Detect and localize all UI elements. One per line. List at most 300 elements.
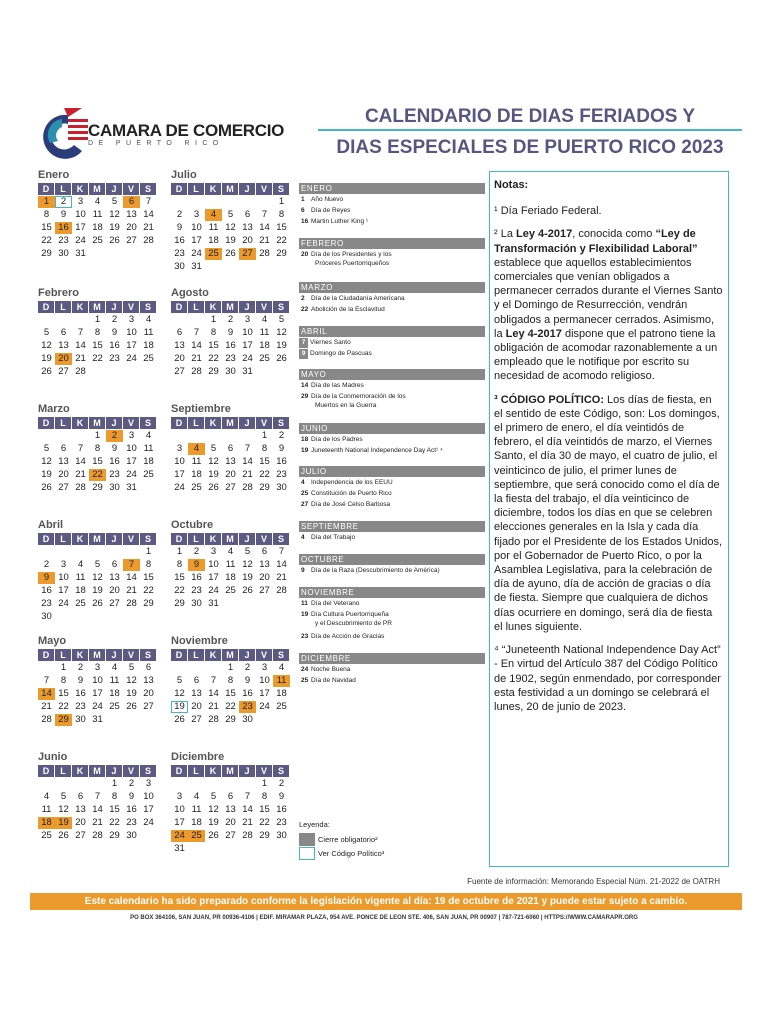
day-cell: 20: [191, 701, 202, 712]
empty-cell: [38, 430, 55, 442]
holiday-item: [299, 380, 485, 391]
holiday-item: [299, 348, 485, 359]
day-cell: 5: [43, 443, 50, 454]
day-cell: 21: [75, 353, 86, 364]
day-cell: 28: [41, 714, 52, 725]
holiday-name: Año Nuevo: [311, 196, 344, 203]
address-line: PO BOX 364106, SAN JUAN, PR 00936-4106 | EDIF. MIRAMAR PLAZA, 954 AVE. PONCE DE LEON STE. 406, SAN JUAN, PR 00907 | 787-721-6060 | HTTPS://WWW.CAMARAPR.ORG: [130, 915, 638, 921]
day-cell: 31: [92, 714, 103, 725]
day-cell: 7: [77, 443, 84, 454]
day-cell: 20: [55, 353, 72, 365]
empty-cell: [38, 546, 55, 558]
day-cell: 2: [278, 430, 285, 441]
day-cell: 4: [94, 196, 101, 207]
day-cell: 3: [261, 662, 268, 673]
month-days: [171, 765, 290, 855]
day-cell: 12: [92, 572, 103, 583]
month-name: Noviembre: [171, 635, 228, 647]
day-cell: 29: [259, 830, 270, 841]
empty-cell: [239, 196, 256, 208]
empty-cell: [239, 778, 256, 790]
day-cell: 13: [242, 222, 253, 233]
day-cell: 29: [41, 248, 52, 259]
day-cell: 18: [191, 469, 202, 480]
holiday-month-header: NOVIEMBRE: [299, 587, 485, 598]
month-noviembre: [171, 635, 289, 726]
month-days: [38, 533, 157, 623]
day-cell: 14: [143, 209, 154, 220]
weekday-header: S: [273, 183, 290, 195]
holiday-day: 9: [299, 349, 308, 359]
holiday-day: 4: [301, 534, 305, 541]
day-cell: 18: [259, 340, 270, 351]
weekday-header: V: [123, 417, 140, 429]
day-cell: 30: [191, 598, 202, 609]
day-cell: 12: [242, 559, 253, 570]
day-cell: 1: [94, 314, 101, 325]
page-title-line2: DIAS ESPECIALES DE PUERTO RICO 2023: [336, 137, 724, 158]
day-cell: 2: [176, 209, 183, 220]
day-cell: 8: [94, 327, 101, 338]
month-septiembre: [171, 403, 289, 494]
day-cell: 26: [109, 235, 120, 246]
day-cell: 4: [145, 314, 152, 325]
day-cell: 1: [145, 546, 152, 557]
day-cell: 10: [174, 456, 185, 467]
holiday-name: Día de los Presidentes y los: [311, 251, 392, 258]
day-cell: 22: [208, 353, 219, 364]
day-cell: 21: [143, 222, 154, 233]
day-cell: 10: [242, 327, 253, 338]
day-cell: 24: [75, 235, 86, 246]
day-cell: 15: [259, 456, 270, 467]
month-mayo: [38, 635, 156, 726]
day-cell: 28: [143, 235, 154, 246]
holiday-item: [299, 445, 485, 456]
day-cell: 23: [174, 248, 185, 259]
day-cell: 24: [143, 817, 154, 828]
weekday-header: J: [239, 301, 256, 313]
day-cell: 28: [126, 598, 137, 609]
day-cell: 5: [278, 314, 285, 325]
day-cell: 6: [145, 662, 152, 673]
month-name: Mayo: [38, 635, 67, 647]
day-cell: 14: [208, 688, 219, 699]
day-cell: 16: [191, 572, 202, 583]
day-cell: 5: [94, 559, 101, 570]
day-cell: 23: [276, 469, 287, 480]
day-cell: 15: [259, 804, 270, 815]
day-cell: 13: [58, 340, 69, 351]
logo-subtext: DE PUERTO RICO: [88, 140, 224, 147]
day-cell: 18: [143, 456, 154, 467]
month-enero: [38, 169, 156, 260]
weekday-header: D: [171, 301, 188, 313]
day-cell: 23: [109, 353, 120, 364]
month-days: [38, 649, 157, 726]
day-cell: 3: [210, 546, 217, 557]
day-cell: 1: [261, 430, 268, 441]
day-cell: 19: [276, 340, 287, 351]
day-cell: 20: [109, 585, 120, 596]
day-cell: 11: [259, 327, 270, 338]
day-cell: 24: [126, 469, 137, 480]
weekday-header: L: [55, 533, 72, 545]
day-cell: 21: [259, 235, 270, 246]
empty-cell: [222, 430, 239, 442]
day-cell: 27: [75, 830, 86, 841]
day-cell: 7: [210, 675, 217, 686]
empty-cell: [123, 546, 140, 558]
weekday-header: L: [188, 649, 205, 661]
day-cell: 27: [259, 585, 270, 596]
day-cell: 27: [58, 366, 69, 377]
day-cell: 7: [123, 559, 140, 571]
month-name: Septiembre: [171, 403, 231, 415]
day-cell: 5: [128, 662, 135, 673]
day-cell: 21: [41, 701, 52, 712]
weekday-header: J: [239, 417, 256, 429]
month-junio: [38, 751, 156, 842]
day-cell: 11: [191, 456, 202, 467]
day-cell: 12: [208, 456, 219, 467]
empty-cell: [205, 430, 222, 442]
day-cell: 30: [225, 366, 236, 377]
legend-codigo-label: Ver Código Político³: [318, 848, 385, 858]
day-cell: 19: [208, 469, 219, 480]
day-cell: 20: [126, 222, 137, 233]
day-cell: 6: [176, 327, 183, 338]
day-cell: 1: [38, 196, 55, 208]
day-cell: 23: [225, 353, 236, 364]
holiday-day: 27: [301, 501, 309, 508]
day-cell: 4: [205, 209, 222, 221]
day-cell: 18: [208, 235, 219, 246]
day-cell: 8: [145, 559, 152, 570]
month-days: [38, 765, 157, 842]
day-cell: 3: [60, 559, 67, 570]
holiday-day: 22: [301, 306, 309, 313]
weekday-header: L: [55, 417, 72, 429]
day-cell: 1: [60, 662, 67, 673]
day-cell: 15: [225, 688, 236, 699]
day-cell: 24: [126, 353, 137, 364]
day-cell: 26: [242, 585, 253, 596]
holiday-day: 29: [301, 393, 309, 400]
day-cell: 26: [41, 482, 52, 493]
day-cell: 7: [261, 209, 268, 220]
day-cell: 4: [278, 662, 285, 673]
weekday-header: K: [72, 301, 89, 313]
weekday-header: K: [72, 765, 89, 777]
month-days: [38, 183, 157, 260]
month-name: Octubre: [171, 519, 214, 531]
day-cell: 11: [92, 209, 103, 220]
day-cell: 24: [174, 482, 185, 493]
day-cell: 1: [111, 778, 118, 789]
weekday-header: K: [205, 183, 222, 195]
holiday-name: Abolición de la Esclavitud: [311, 306, 385, 313]
day-cell: 30: [75, 714, 86, 725]
weekday-header: J: [106, 417, 123, 429]
day-cell: 26: [126, 701, 137, 712]
day-cell: 14: [75, 340, 86, 351]
month-name: Marzo: [38, 403, 70, 415]
day-cell: 20: [242, 235, 253, 246]
day-cell: 28: [191, 366, 202, 377]
day-cell: 3: [244, 314, 251, 325]
weekday-header: V: [256, 417, 273, 429]
empty-cell: [256, 196, 273, 208]
page-title-line1: CALENDARIO DE DIAS FERIADOS Y: [364, 106, 696, 127]
day-cell: 27: [191, 714, 202, 725]
day-cell: 14: [242, 804, 253, 815]
holiday-month-header: MARZO: [299, 282, 485, 293]
day-cell: 26: [58, 830, 69, 841]
day-cell: 25: [41, 830, 52, 841]
day-cell: 17: [242, 340, 253, 351]
holiday-section: [299, 521, 485, 543]
holiday-name: Día de la Conmemoración de los: [311, 393, 406, 400]
note-3: ³ CÓDIGO POLÍTICO: Los días de fiesta, en el sentido de este Código, son: Los domingos, el primero de enero, el día veintidós de febrero, el día veintidós de marzo, el Viernes Santo, el día 30 de mayo, el cuatro de julio, el veinticinco de julio, el primer lunes de septiembre, que será conocido como el día de la fiesta del trabajo, el día veinticinco de diciembre, todos los días en que se celebren elecciones generales en la Isla y cada día fijado por el Presidente de los Estados Unidos, por el Gobernador de Puerto Rico, o por la Asamblea Legislativa, para la celebración de día de ayuno, día de acción de gracias o día de fiesta. Siempre que cualquiera de dichos días ocurriere en domingo, será día de fiesta el lunes siguiente.: [494, 393, 723, 633]
holiday-month-header: MAYO: [299, 369, 485, 380]
source-note: Fuente de información: Memorando Especial Núm. 21-2022 de OATRH: [467, 877, 720, 886]
holiday-item: [299, 499, 485, 510]
empty-cell: [188, 778, 205, 790]
day-cell: 22: [58, 701, 69, 712]
holiday-name-cont: Próceres Puertorriqueños: [315, 260, 390, 267]
weekday-header: L: [55, 649, 72, 661]
holiday-name: Día de los Padres: [311, 436, 363, 443]
day-cell: 27: [239, 248, 256, 260]
day-cell: 6: [227, 443, 234, 454]
holiday-month-header: FEBRERO: [299, 238, 485, 249]
day-cell: 25: [276, 701, 287, 712]
month-name: Enero: [38, 169, 70, 181]
weekday-header: D: [38, 417, 55, 429]
day-cell: 30: [276, 482, 287, 493]
day-cell: 31: [208, 598, 219, 609]
day-cell: 23: [276, 817, 287, 828]
day-cell: 17: [174, 817, 185, 828]
weekday-header: L: [188, 417, 205, 429]
holiday-name: Viernes Santo: [310, 339, 351, 346]
day-cell: 22: [174, 585, 185, 596]
holiday-day: 19: [301, 611, 309, 618]
day-cell: 17: [58, 585, 69, 596]
day-cell: 7: [244, 791, 251, 802]
day-cell: 3: [128, 430, 135, 441]
day-cell: 29: [143, 598, 154, 609]
holiday-name: Constitución de Puerto Rico: [311, 490, 392, 497]
holiday-section: [299, 238, 485, 271]
weekday-header: L: [188, 301, 205, 313]
weekday-header: S: [273, 765, 290, 777]
weekday-header: S: [273, 417, 290, 429]
weekday-header: M: [89, 765, 106, 777]
day-cell: 9: [111, 327, 118, 338]
day-cell: 9: [77, 675, 84, 686]
day-cell: 13: [174, 340, 185, 351]
day-cell: 28: [276, 585, 287, 596]
day-cell: 22: [225, 701, 236, 712]
day-cell: 21: [75, 469, 86, 480]
holiday-day: 20: [301, 251, 309, 258]
day-cell: 11: [225, 559, 236, 570]
month-julio: [171, 169, 289, 273]
weekday-header: M: [222, 533, 239, 545]
weekday-header: M: [89, 183, 106, 195]
holiday-item: [299, 194, 485, 205]
weekday-header: S: [273, 533, 290, 545]
holiday-month-header: JULIO: [299, 466, 485, 477]
weekday-header: V: [256, 183, 273, 195]
day-cell: 1: [94, 430, 101, 441]
weekday-header: D: [171, 765, 188, 777]
empty-cell: [171, 430, 188, 442]
holiday-day: 23: [301, 633, 309, 640]
month-name: Diciembre: [171, 751, 225, 763]
day-cell: 29: [225, 714, 236, 725]
day-cell: 13: [58, 456, 69, 467]
month-agosto: [171, 287, 289, 378]
day-cell: 15: [92, 456, 103, 467]
day-cell: 17: [191, 235, 202, 246]
day-cell: 3: [77, 196, 84, 207]
day-cell: 4: [193, 791, 200, 802]
day-cell: 7: [77, 327, 84, 338]
month-days: [171, 301, 290, 378]
weekday-header: L: [55, 183, 72, 195]
weekday-header: D: [38, 533, 55, 545]
empty-cell: [222, 778, 239, 790]
day-cell: 29: [109, 830, 120, 841]
day-cell: 29: [174, 598, 185, 609]
day-cell: 11: [41, 804, 52, 815]
holiday-name-cont: Muertos en la Guerra: [315, 402, 377, 409]
legend-swatch-closure: [299, 833, 315, 846]
weekday-header: K: [72, 649, 89, 661]
weekday-header: J: [106, 183, 123, 195]
day-cell: 7: [244, 443, 251, 454]
weekday-header: K: [72, 417, 89, 429]
day-cell: 28: [259, 248, 270, 259]
day-cell: 29: [92, 482, 103, 493]
logo-mark-icon: [38, 107, 88, 167]
day-cell: 4: [77, 559, 84, 570]
day-cell: 20: [58, 469, 69, 480]
day-cell: 10: [191, 222, 202, 233]
day-cell: 2: [106, 430, 123, 442]
day-cell: 20: [259, 572, 270, 583]
holiday-item: [299, 477, 485, 488]
day-cell: 29: [55, 714, 72, 726]
month-name: Junio: [38, 751, 68, 763]
weekday-header: V: [256, 649, 273, 661]
weekday-header: K: [205, 301, 222, 313]
day-cell: 30: [276, 830, 287, 841]
day-cell: 6: [123, 196, 140, 208]
day-cell: 8: [261, 791, 268, 802]
holiday-item: [299, 249, 485, 260]
day-cell: 25: [188, 830, 205, 842]
day-cell: 3: [145, 778, 152, 789]
holiday-day: 16: [301, 218, 309, 225]
empty-cell: [222, 196, 239, 208]
day-cell: 8: [176, 559, 183, 570]
day-cell: 2: [244, 662, 251, 673]
day-cell: 17: [174, 469, 185, 480]
day-cell: 28: [75, 482, 86, 493]
day-cell: 25: [143, 353, 154, 364]
day-cell: 19: [41, 353, 52, 364]
day-cell: 4: [261, 314, 268, 325]
day-cell: 27: [126, 235, 137, 246]
holiday-month-header: JUNIO: [299, 423, 485, 434]
day-cell: 9: [176, 222, 183, 233]
weekday-header: D: [171, 533, 188, 545]
day-cell: 22: [143, 585, 154, 596]
holiday-item: [299, 609, 485, 620]
holiday-name: Independencia de los EEUU: [311, 479, 393, 486]
day-cell: 9: [38, 572, 55, 584]
day-cell: 4: [111, 662, 118, 673]
day-cell: 28: [92, 830, 103, 841]
day-cell: 8: [94, 443, 101, 454]
weekday-header: V: [123, 765, 140, 777]
day-cell: 20: [225, 469, 236, 480]
day-cell: 28: [208, 714, 219, 725]
weekday-header: D: [171, 649, 188, 661]
empty-cell: [205, 778, 222, 790]
day-cell: 2: [227, 314, 234, 325]
day-cell: 20: [75, 817, 86, 828]
month-days: [171, 533, 290, 610]
holiday-section: [299, 326, 485, 359]
day-cell: 22: [259, 469, 270, 480]
holiday-item: [299, 304, 485, 315]
weekday-header: M: [222, 649, 239, 661]
day-cell: 22: [92, 353, 103, 364]
day-cell: 11: [143, 443, 154, 454]
day-cell: 24: [58, 598, 69, 609]
day-cell: 5: [60, 791, 67, 802]
day-cell: 25: [205, 248, 222, 260]
day-cell: 15: [276, 222, 287, 233]
holiday-day: 24: [301, 666, 309, 673]
day-cell: 6: [244, 209, 251, 220]
holiday-month-header: DICIEMBRE: [299, 653, 485, 664]
day-cell: 23: [126, 817, 137, 828]
empty-cell: [171, 196, 188, 208]
day-cell: 26: [276, 353, 287, 364]
weekday-header: M: [222, 417, 239, 429]
weekday-header: V: [123, 533, 140, 545]
day-cell: 13: [75, 804, 86, 815]
day-cell: 18: [109, 688, 120, 699]
day-cell: 16: [225, 340, 236, 351]
day-cell: 16: [174, 235, 185, 246]
day-cell: 13: [143, 675, 154, 686]
day-cell: 21: [191, 353, 202, 364]
holiday-item: [299, 391, 485, 402]
weekday-header: K: [205, 417, 222, 429]
day-cell: 16: [41, 585, 52, 596]
day-cell: 25: [143, 469, 154, 480]
day-cell: 7: [43, 675, 50, 686]
day-cell: 9: [278, 443, 285, 454]
weekday-header: M: [222, 183, 239, 195]
